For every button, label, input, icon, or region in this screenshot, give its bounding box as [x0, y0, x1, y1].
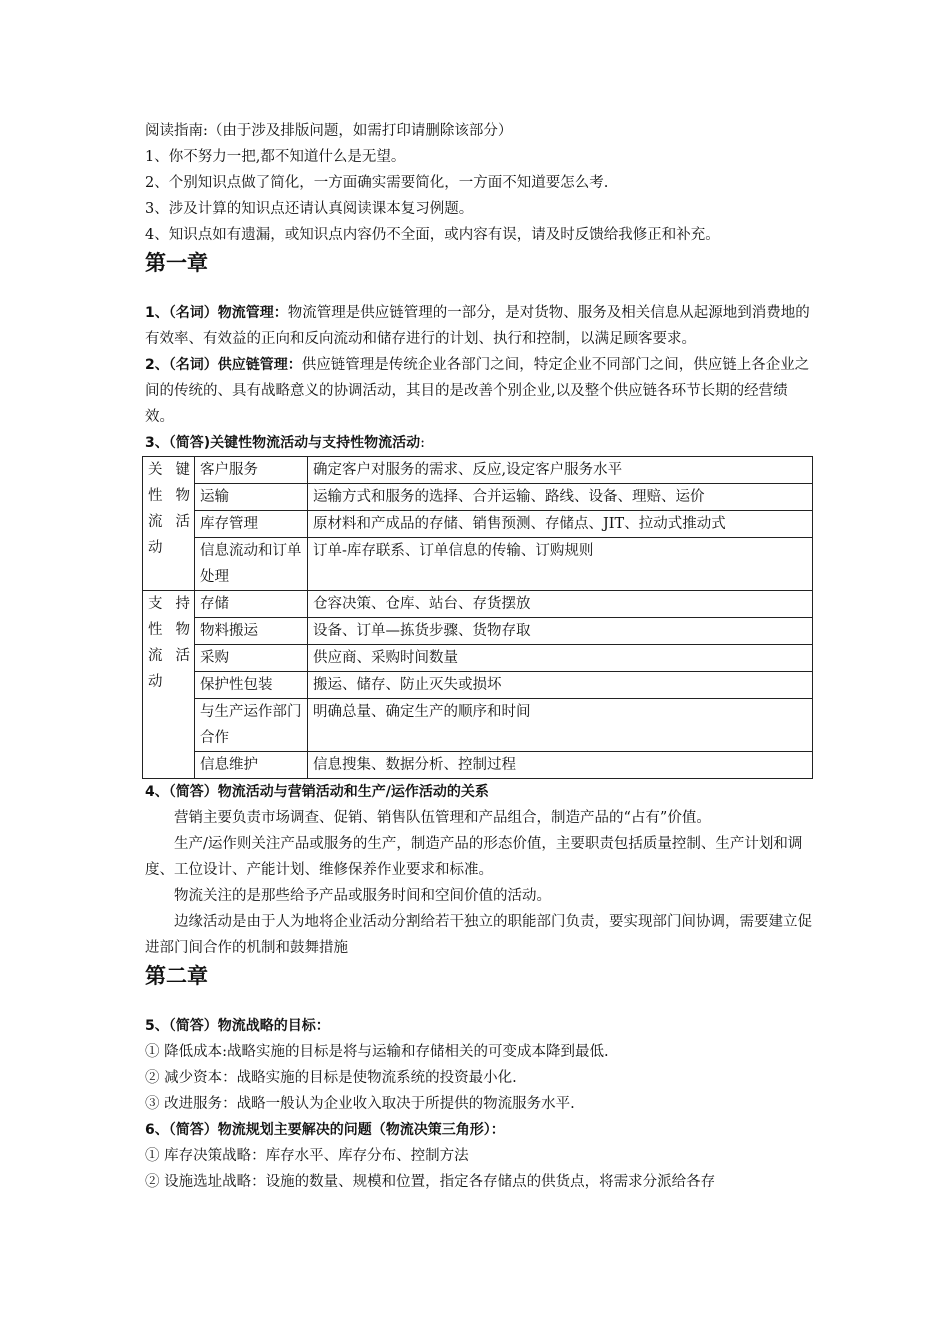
question-6-label-text: 6、（简答）物流规划主要解决的问题（物流决策三角形）：: [145, 1122, 505, 1138]
question-3: [145, 430, 813, 456]
question-3-label: 3、（简答)关键性物流活动与支持性物流活动: [145, 435, 421, 451]
table-row: [143, 699, 813, 752]
content-cell: 设备、订单—拣货步骤、货物存取: [308, 618, 813, 645]
table-row: [143, 645, 813, 672]
group-cell-key: 关键性物流活动: [143, 457, 195, 591]
chapter-2-title: 第二章: [145, 964, 208, 988]
document-page: [145, 118, 813, 1195]
table-row: [143, 457, 813, 484]
question-4-paragraph: 生产/运作则关注产品或服务的生产，制造产品的形态价值，主要职责包括质量控制、生产计划和调度、工位设计、产能计划、维修保养作业要求和标准。: [145, 836, 803, 878]
content-cell: 原材料和产成品的存储、销售预测、存储点、JIT、拉动式推动式: [308, 511, 813, 538]
question-1-label: 1、（名词）物流管理: [145, 305, 274, 321]
content-cell: 搬运、储存、防止灭失或损坏: [308, 672, 813, 699]
table-row: [143, 538, 813, 591]
content-cell: 确定客户对服务的需求、反应,设定客户服务水平: [308, 457, 813, 484]
activity-cell: 与生产运作部门合作: [195, 699, 308, 752]
guide-title: 阅读指南:（由于涉及排版问题，如需打印请删除该部分）: [145, 123, 513, 139]
chapter-1-title: 第一章: [145, 251, 208, 275]
activity-cell: 信息维护: [195, 752, 308, 779]
logistics-activities-table: [142, 456, 813, 779]
question-4-label-text: 4、（简答）物流活动与营销活动和生产/运作活动的关系: [145, 784, 489, 800]
activity-cell: 信息流动和订单处理: [195, 538, 308, 591]
guide-item: 1、你不努力一把,都不知道什么是无望。: [145, 149, 406, 165]
content-cell: 仓容决策、仓库、站台、存货摆放: [308, 591, 813, 618]
question-4-paragraph: 物流关注的是那些给予产品或服务时间和空间价值的活动。: [174, 888, 551, 904]
table-row: [143, 618, 813, 645]
table-row: [143, 484, 813, 511]
question-6-item: ② 设施选址战略：设施的数量、规模和位置，指定各存储点的供货点，将需求分派给各存: [145, 1174, 716, 1190]
guide-item: 2、个别知识点做了简化，一方面确实需要简化，一方面不知道要怎么考.: [145, 175, 609, 191]
guide-item: 4、知识点如有遗漏，或知识点内容仍不全面，或内容有误，请及时反馈给我修正和补充。: [145, 227, 720, 243]
question-3-colon: :: [420, 435, 426, 451]
table-row: [143, 752, 813, 779]
question-5-label: [145, 1013, 813, 1039]
group-cell-support: 支持性物流活动: [143, 591, 195, 779]
question-4-paragraph: 营销主要负责市场调查、促销、销售队伍管理和产品组合，制造产品的“占有”价值。: [174, 810, 711, 826]
question-2-label: 2、（名词）供应链管理: [145, 357, 288, 373]
content-cell: 明确总量、确定生产的顺序和时间: [308, 699, 813, 752]
activity-cell: 运输: [195, 484, 308, 511]
question-5-item: ② 减少资本：战略实施的目标是使物流系统的投资最小化.: [145, 1070, 517, 1086]
guide-item: 3、涉及计算的知识点还请认真阅读课本复习例题。: [145, 201, 474, 217]
question-2-colon: ：: [287, 357, 302, 373]
activity-cell: 物料搬运: [195, 618, 308, 645]
question-1: [145, 300, 813, 352]
activity-cell: 保护性包装: [195, 672, 308, 699]
question-4-paragraph: 边缘活动是由于人为地将企业活动分割给若干独立的职能部门负责，要实现部门间协调，需要建立促进部门间合作的机制和鼓舞措施: [145, 914, 812, 956]
activity-cell: 客户服务: [195, 457, 308, 484]
question-4-label: [145, 779, 813, 805]
question-1-colon: ：: [273, 305, 288, 321]
activity-cell: 库存管理: [195, 511, 308, 538]
content-cell: 订单-库存联系、订单信息的传输、订购规则: [308, 538, 813, 591]
question-5-item: ③ 改进服务：战略一般认为企业收入取决于所提供的物流服务水平.: [145, 1096, 575, 1112]
content-cell: 供应商、采购时间数量: [308, 645, 813, 672]
question-1-text: 物流管理是供应链管理的一部分，是对货物、服务及相关信息从起源地到消费地的有效率、有效益的正向和反向流动和储存进行的计划、执行和控制，以满足顾客要求。: [145, 305, 810, 347]
question-6-item: ① 库存决策战略：库存水平、库存分布、控制方法: [145, 1148, 469, 1164]
activity-cell: 存储: [195, 591, 308, 618]
question-2: [145, 352, 813, 430]
activity-cell: 采购: [195, 645, 308, 672]
table-row: [143, 591, 813, 618]
content-cell: 运输方式和服务的选择、合并运输、路线、设备、理赔、运价: [308, 484, 813, 511]
question-5-item: ① 降低成本:战略实施的目标是将与运输和存储相关的可变成本降到最低.: [145, 1044, 609, 1060]
content-cell: 信息搜集、数据分析、控制过程: [308, 752, 813, 779]
table-row: [143, 511, 813, 538]
question-2-text: 供应链管理是传统企业各部门之间，特定企业不同部门之间，供应链上各企业之间的传统的、具有战略意义的协调活动，其目的是改善个别企业,以及整个供应链各环节长期的经营绩效。: [145, 357, 810, 425]
question-5-label-text: 5、（简答）物流战略的目标：: [145, 1018, 330, 1034]
table-row: [143, 672, 813, 699]
question-6-label: [145, 1117, 813, 1143]
